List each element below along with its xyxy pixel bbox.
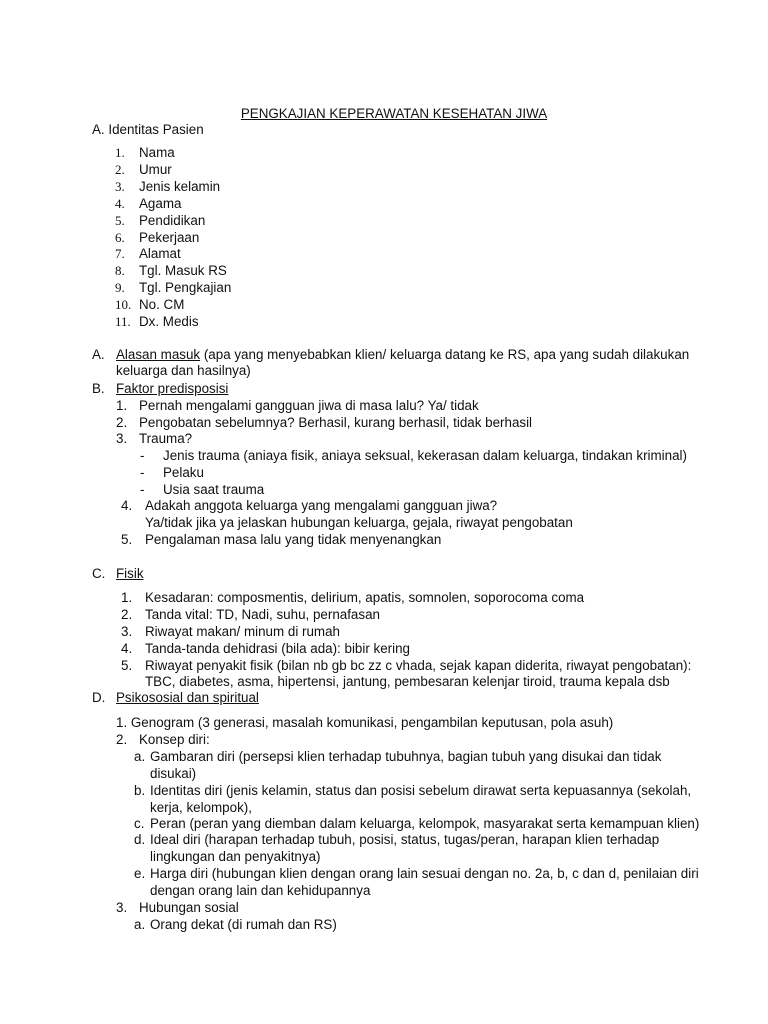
psiko-num-3: 3.: [116, 900, 128, 915]
identitas-item: Pendidikan: [139, 212, 206, 228]
konsep-letter-d: d.: [134, 832, 146, 847]
faktor-letter: B.: [92, 381, 105, 396]
faktor-num-4: 4.: [121, 498, 133, 513]
alasan-text-cont: keluarga dan hasilnya): [116, 363, 251, 378]
konsep-b-line2: kerja, kelompok),: [150, 800, 252, 815]
identitas-num: 8.: [115, 263, 125, 279]
fisik-letter: C.: [92, 566, 106, 581]
fisik-num: 1.: [121, 590, 133, 605]
identitas-num: 1.: [115, 145, 125, 160]
identitas-item: Nama: [139, 145, 175, 160]
konsep-letter-e: e.: [134, 866, 146, 881]
faktor-item-1: Pernah mengalami gangguan jiwa di masa lalu? Ya/ tidak: [139, 398, 479, 413]
identitas-item: Tgl. Pengkajian: [139, 280, 232, 296]
identitas-item: Agama: [139, 195, 182, 211]
hubungan-letter-a: a.: [134, 917, 146, 932]
identitas-num: 3.: [115, 178, 125, 194]
psiko-item-2: Konsep diri:: [139, 732, 210, 747]
konsep-a-line2: disukai): [150, 766, 197, 781]
faktor-num-1: 1.: [116, 398, 128, 413]
faktor-num-2: 2.: [116, 415, 128, 430]
fisik-item: Tanda-tanda dehidrasi (bila ada): bibir kering: [145, 641, 410, 656]
identitas-num: 5.: [115, 212, 125, 228]
konsep-letter-c: c.: [134, 816, 145, 831]
konsep-e-line1: Harga diri (hubungan klien dengan orang lain sesuai dengan no. 2a, b, c dan d, penilaian diri: [150, 866, 699, 881]
konsep-a-line1: Gambaran diri (persepsi klien terhadap tubuhnya, bagian tubuh yang disukai dan tidak: [150, 749, 662, 764]
fisik-item: Kesadaran: composmentis, delirium, apatis, somnolen, soporocoma coma: [145, 590, 585, 605]
identitas-item: No. CM: [139, 297, 185, 313]
identitas-item: Dx. Medis: [139, 314, 199, 329]
konsep-e-line2: dengan orang lain dan kehidupannya: [150, 883, 371, 898]
alasan-letter: A.: [92, 347, 105, 362]
identitas-num: 7.: [115, 246, 125, 262]
identitas-item: Pekerjaan: [139, 229, 200, 245]
trauma-dash-3: -: [140, 482, 145, 497]
konsep-c-line1: Peran (peran yang diemban dalam keluarga, kelompok, masyarakat serta kemampuan klien): [150, 816, 700, 831]
faktor-heading: Faktor predisposisi: [116, 381, 229, 396]
faktor-item-5: Pengalaman masa lalu yang tidak menyenangkan: [145, 532, 442, 547]
faktor-num-5: 5.: [121, 532, 133, 547]
alasan-heading: Alasan masuk: [116, 347, 201, 362]
faktor-item-3: Trauma?: [139, 431, 193, 446]
identitas-item: Jenis kelamin: [139, 178, 221, 194]
hubungan-item-a: Orang dekat (di rumah dan RS): [150, 917, 337, 932]
identitas-num: 10.: [115, 297, 132, 313]
psiko-letter: D.: [92, 690, 106, 705]
fisik-num: 5.: [121, 658, 133, 673]
identitas-item: Tgl. Masuk RS: [139, 263, 227, 279]
identitas-num: 6.: [115, 229, 125, 245]
identitas-num: 11.: [115, 314, 131, 329]
trauma-dash-2: -: [140, 465, 145, 480]
faktor-item-4: Adakah anggota keluarga yang mengalami gangguan jiwa?: [145, 498, 498, 513]
fisik-heading: Fisik: [116, 566, 144, 581]
konsep-letter-b: b.: [134, 783, 146, 798]
trauma-sub-2: Pelaku: [163, 465, 204, 480]
fisik-item: Riwayat makan/ minum di rumah: [145, 624, 340, 639]
psiko-item-3: Hubungan sosial: [139, 900, 239, 915]
fisik-item: Tanda vital: TD, Nadi, suhu, pernafasan: [145, 607, 380, 622]
fisik-item-5-cont: TBC, diabetes, asma, hipertensi, jantung, pembesaran kelenjar tiroid, trauma kepala dsb: [145, 674, 670, 689]
alasan-text: (apa yang menyebabkan klien/ keluarga datang ke RS, apa yang sudah dilakukan: [203, 347, 690, 362]
identitas-item: Alamat: [139, 246, 181, 262]
trauma-dash-1: -: [140, 448, 145, 463]
psiko-heading: Psikososial dan spiritual: [116, 690, 259, 705]
identitas-num: 4.: [115, 195, 125, 211]
faktor-item-4-cont: Ya/tidak jika ya jelaskan hubungan keluarga, gejala, riwayat pengobatan: [145, 515, 573, 530]
faktor-item-2: Pengobatan sebelumnya? Berhasil, kurang berhasil, tidak berhasil: [139, 415, 533, 430]
identitas-heading: A. Identitas Pasien: [92, 122, 204, 137]
identitas-num: 9.: [115, 280, 125, 296]
fisik-item: Riwayat penyakit fisik (bilan nb gb bc zz c vhada, sejak kapan diderita, riwayat pengobatan):: [145, 658, 692, 673]
psiko-item-1: 1. Genogram (3 generasi, masalah komunikasi, pengambilan keputusan, pola asuh): [116, 715, 614, 730]
faktor-num-3: 3.: [116, 431, 128, 446]
fisik-num: 2.: [121, 607, 133, 622]
konsep-d-line1: Ideal diri (harapan terhadap tubuh, posisi, status, tugas/peran, harapan klien terhadap: [150, 832, 660, 847]
fisik-num: 4.: [121, 641, 133, 656]
page-title: PENGKAJIAN KEPERAWATAN KESEHATAN JIWA: [240, 106, 548, 121]
konsep-b-line1: Identitas diri (jenis kelamin, status dan posisi sebelum dirawat serta kepuasannya (sekolah,: [150, 783, 692, 798]
fisik-num: 3.: [121, 624, 133, 639]
trauma-sub-1: Jenis trauma (aniaya fisik, aniaya seksual, kekerasan dalam keluarga, tindakan kriminal): [163, 448, 687, 463]
trauma-sub-3: Usia saat trauma: [163, 482, 265, 497]
identitas-item: Umur: [139, 161, 172, 177]
psiko-num-2: 2.: [116, 732, 128, 747]
konsep-letter-a: a.: [134, 749, 146, 764]
konsep-d-line2: lingkungan dan penyakitnya): [150, 849, 321, 864]
identitas-num: 2.: [115, 161, 125, 177]
